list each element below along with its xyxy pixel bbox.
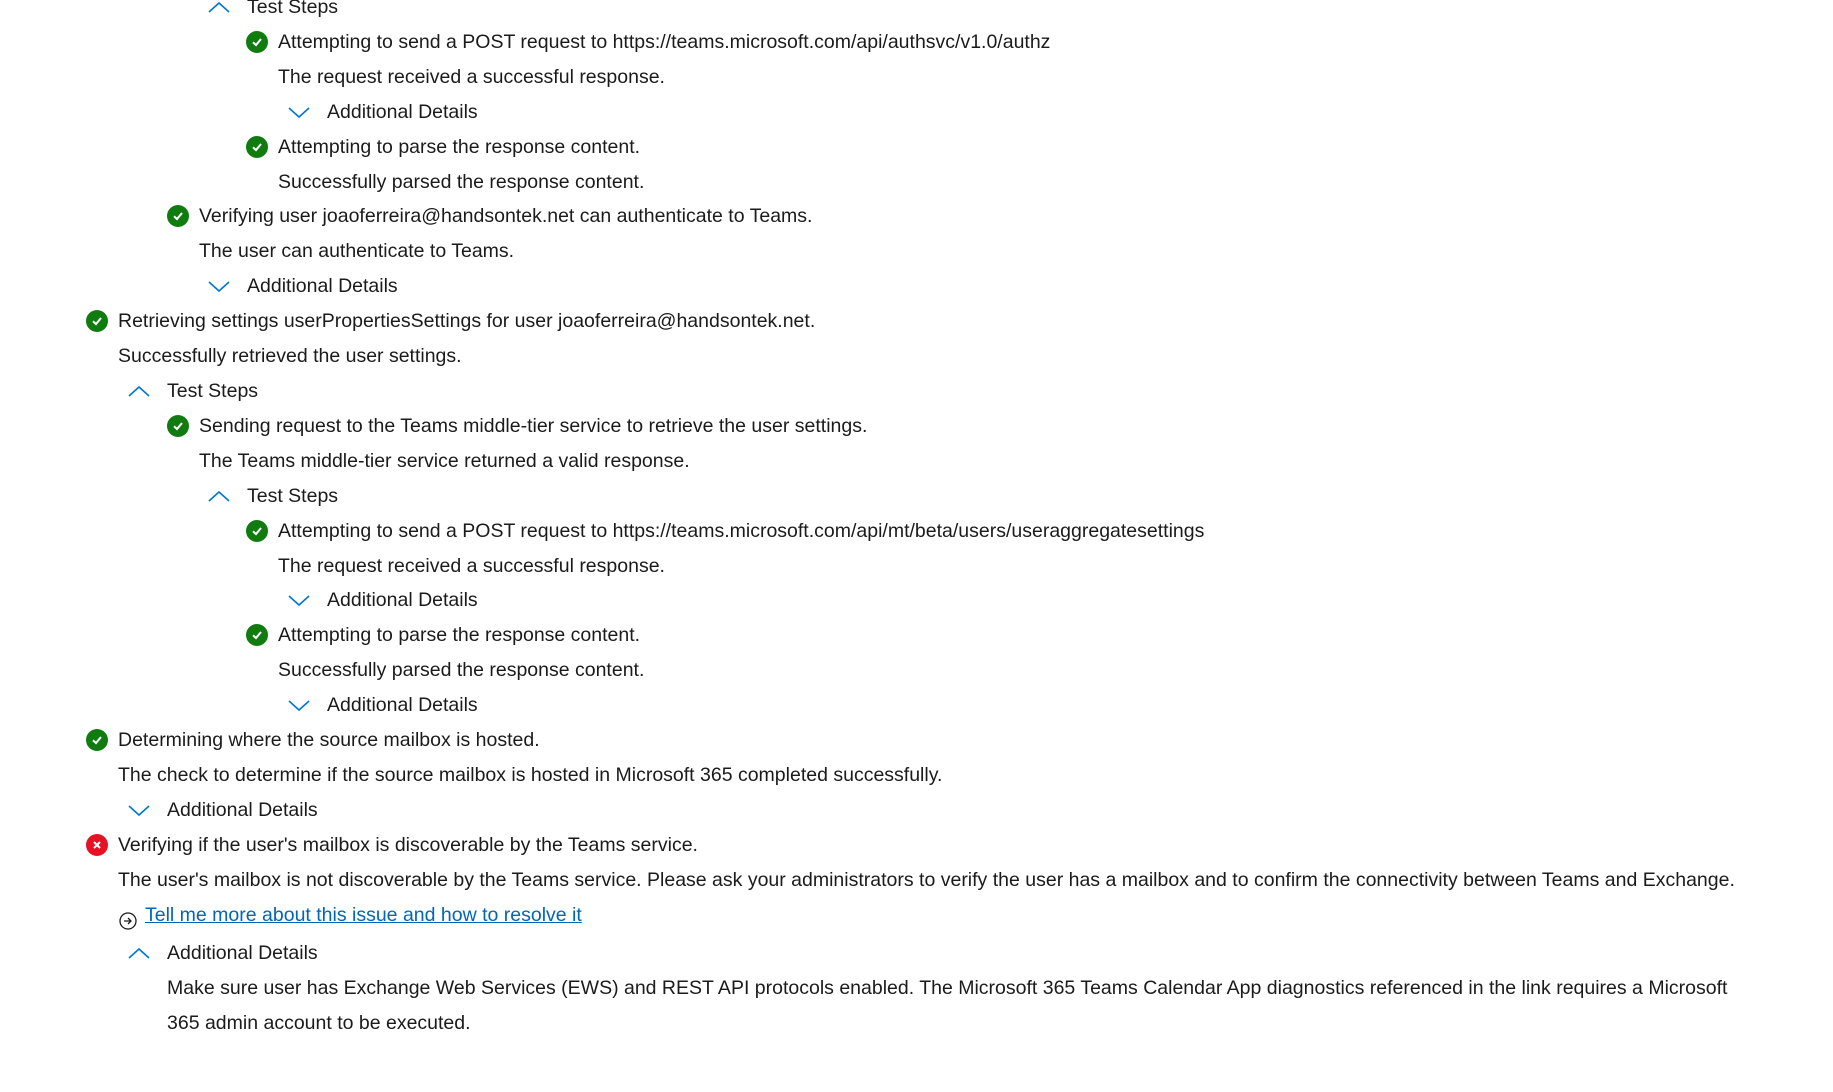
check-circle-icon	[246, 136, 268, 158]
toggle-label: Additional Details	[327, 694, 478, 717]
additional-details-toggle[interactable]	[0, 95, 1780, 130]
check-circle-icon	[246, 520, 268, 542]
chevron-up-icon[interactable]	[127, 940, 151, 960]
description-text: Make sure user has Exchange Web Services (EWS) and REST API protocols enabled. The Microsoft 365 Teams Calendar App diagnostics referenced in the link requires a Microsoft 365 admin account to be executed.	[167, 977, 1728, 1035]
description-text: The request received a successful response.	[278, 65, 665, 88]
step-description	[0, 234, 1780, 269]
toggle-label: Additional Details	[167, 798, 318, 821]
arrow-circle-icon	[119, 907, 137, 925]
test-step-success	[0, 130, 1780, 165]
chevron-down-icon[interactable]	[287, 692, 311, 712]
toggle-label: Test Steps	[167, 379, 259, 402]
description-text: The Teams middle-tier service returned a valid response.	[199, 449, 690, 472]
check-circle-icon	[246, 624, 268, 646]
test-step-error	[0, 828, 1780, 863]
step-description	[0, 339, 1780, 374]
test-steps-toggle[interactable]	[0, 374, 1780, 409]
toggle-label: Test Steps	[247, 484, 339, 507]
additional-details-toggle[interactable]	[0, 936, 1780, 971]
row-text: Verifying if the user's mailbox is discoverable by the Teams service.	[118, 833, 698, 856]
step-description	[0, 863, 1780, 898]
test-step-success	[0, 723, 1780, 758]
row-text: Attempting to send a POST request to https://teams.microsoft.com/api/authsvc/v1.0/authz	[278, 30, 1051, 53]
chevron-up-icon[interactable]	[207, 483, 231, 503]
row-text: Attempting to send a POST request to https://teams.microsoft.com/api/mt/beta/users/useraggregatesettings	[278, 519, 1205, 542]
chevron-down-icon[interactable]	[287, 99, 311, 119]
additional-details-toggle[interactable]	[0, 583, 1780, 618]
check-circle-icon	[167, 415, 189, 437]
test-step-success	[0, 514, 1780, 549]
row-text: Verifying user joaoferreira@handsontek.net can authenticate to Teams.	[199, 205, 813, 228]
description-text: Successfully parsed the response content.	[278, 170, 645, 193]
test-step-success	[0, 409, 1780, 444]
help-link[interactable]: Tell me more about this issue and how to resolve it	[145, 903, 582, 926]
toggle-label: Test Steps	[247, 0, 339, 18]
test-steps-toggle[interactable]	[0, 479, 1780, 514]
description-text: The user's mailbox is not discoverable by the Teams service. Please ask your administrators to verify the user has a mailbox and to confirm the connectivity between Teams and Exchange.	[118, 868, 1735, 891]
step-description	[0, 444, 1780, 479]
description-text: Successfully retrieved the user settings.	[118, 345, 462, 368]
step-description	[0, 653, 1780, 688]
row-text: Retrieving settings userPropertiesSettings for user joaoferreira@handsontek.net.	[118, 310, 816, 333]
test-step-success	[0, 25, 1780, 60]
step-description	[0, 60, 1780, 95]
test-step-success	[0, 304, 1780, 339]
check-circle-icon	[86, 310, 108, 332]
description-text: The request received a successful response.	[278, 554, 665, 577]
additional-details-toggle[interactable]	[0, 793, 1780, 828]
description-text: Successfully parsed the response content.	[278, 659, 645, 682]
check-circle-icon	[86, 729, 108, 751]
test-step-success	[0, 618, 1780, 653]
step-description	[0, 971, 1780, 1041]
row-text: Determining where the source mailbox is hosted.	[118, 729, 540, 752]
chevron-up-icon[interactable]	[127, 378, 151, 398]
step-description	[0, 758, 1780, 793]
error-circle-icon	[86, 834, 108, 856]
additional-details-toggle[interactable]	[0, 269, 1780, 304]
description-text: The user can authenticate to Teams.	[199, 240, 515, 263]
chevron-up-icon[interactable]	[207, 0, 231, 14]
chevron-down-icon[interactable]	[207, 273, 231, 293]
toggle-label: Additional Details	[167, 942, 318, 965]
chevron-down-icon[interactable]	[127, 797, 151, 817]
toggle-label: Additional Details	[247, 275, 398, 298]
additional-details-toggle[interactable]	[0, 688, 1780, 723]
help-link-row	[0, 898, 1780, 933]
check-circle-icon	[167, 205, 189, 227]
test-steps-toggle[interactable]	[0, 0, 1780, 25]
row-text: Sending request to the Teams middle-tier service to retrieve the user settings.	[199, 414, 868, 437]
check-circle-icon	[246, 31, 268, 53]
test-step-success	[0, 199, 1780, 234]
step-description	[0, 549, 1780, 584]
row-text: Attempting to parse the response content.	[278, 624, 641, 647]
toggle-label: Additional Details	[327, 589, 478, 612]
step-description	[0, 165, 1780, 200]
toggle-label: Additional Details	[327, 100, 478, 123]
description-text: The check to determine if the source mailbox is hosted in Microsoft 365 completed successfully.	[118, 763, 943, 786]
row-text: Attempting to parse the response content.	[278, 135, 641, 158]
chevron-down-icon[interactable]	[287, 587, 311, 607]
